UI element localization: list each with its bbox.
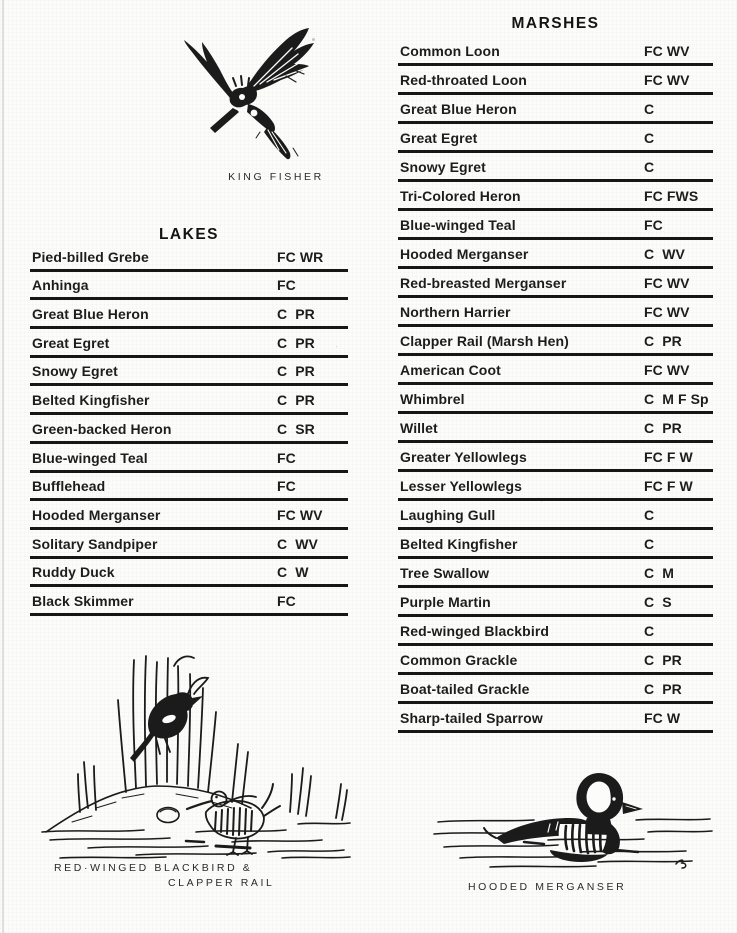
species-row bbox=[398, 269, 713, 298]
species-row bbox=[398, 66, 713, 95]
species-code: FC WV bbox=[644, 43, 690, 59]
species-row bbox=[30, 559, 348, 588]
blackbird-rail-illustration bbox=[36, 636, 352, 889]
species-code: FC WV bbox=[644, 304, 690, 320]
species-row bbox=[398, 472, 713, 501]
merganser-caption: HOODED MERGANSER bbox=[468, 881, 627, 893]
species-name: Hooded Merganser bbox=[32, 506, 161, 523]
species-name: Willet bbox=[400, 420, 438, 436]
species-code: C WV bbox=[644, 246, 685, 262]
species-code: C PR bbox=[277, 392, 315, 409]
species-code: FC bbox=[644, 217, 663, 233]
species-name: Green-backed Heron bbox=[32, 420, 172, 437]
species-row bbox=[398, 675, 713, 704]
species-code: C bbox=[644, 101, 655, 117]
species-code: FC F W bbox=[644, 478, 693, 494]
species-code: C bbox=[644, 130, 655, 146]
species-code: FC WV bbox=[644, 72, 690, 88]
marshes-title: MARSHES bbox=[511, 15, 600, 32]
species-code: C M F Sp bbox=[644, 391, 709, 407]
species-name: Great Blue Heron bbox=[400, 101, 517, 117]
species-name: Whimbrel bbox=[400, 391, 465, 407]
species-row bbox=[398, 385, 713, 414]
kingfisher-drawing-icon bbox=[146, 20, 358, 165]
species-code: FC F W bbox=[644, 449, 693, 465]
lakes-title: LAKES bbox=[158, 226, 220, 243]
species-name: Belted Kingfisher bbox=[400, 536, 518, 552]
species-code: FC WV bbox=[644, 275, 690, 291]
species-row bbox=[30, 329, 348, 358]
species-row bbox=[398, 240, 713, 269]
species-row bbox=[30, 530, 348, 559]
species-code: C PR bbox=[644, 681, 682, 697]
species-code: C PR bbox=[644, 652, 682, 668]
species-row bbox=[398, 530, 713, 559]
species-code: C WV bbox=[277, 535, 318, 552]
species-row bbox=[398, 298, 713, 327]
species-code: C M bbox=[644, 565, 674, 581]
species-row bbox=[30, 587, 348, 616]
species-code: FC bbox=[277, 592, 296, 609]
kingfisher-caption: KING FISHER bbox=[228, 171, 324, 183]
species-name: Great Blue Heron bbox=[32, 306, 149, 323]
marshes-section bbox=[398, 16, 713, 733]
species-row bbox=[398, 559, 713, 588]
species-code: C PR bbox=[277, 306, 315, 323]
blackbird-rail-drawing-icon bbox=[36, 636, 352, 860]
species-code: C bbox=[644, 159, 655, 175]
species-name: Sharp-tailed Sparrow bbox=[400, 710, 543, 726]
species-name: Anhinga bbox=[32, 277, 89, 294]
merganser-illustration bbox=[430, 752, 718, 893]
species-name: Great Egret bbox=[400, 130, 478, 146]
species-name: Common Grackle bbox=[400, 652, 518, 668]
species-code: FC bbox=[277, 478, 296, 495]
species-code: C PR bbox=[644, 420, 682, 436]
species-row bbox=[398, 501, 713, 530]
species-name: Red-winged Blackbird bbox=[400, 623, 550, 639]
species-name: Snowy Egret bbox=[400, 159, 486, 175]
species-code: FC W bbox=[644, 710, 681, 726]
species-code: C PR bbox=[277, 363, 315, 380]
species-name: Hooded Merganser bbox=[400, 246, 529, 262]
species-name: Belted Kingfisher bbox=[32, 392, 150, 409]
species-code: C S bbox=[644, 594, 672, 610]
species-code: FC WV bbox=[644, 362, 690, 378]
species-name: Solitary Sandpiper bbox=[32, 535, 158, 552]
species-row bbox=[398, 153, 713, 182]
species-name: Blue-winged Teal bbox=[400, 217, 516, 233]
species-row bbox=[398, 617, 713, 646]
species-name: Boat-tailed Grackle bbox=[400, 681, 530, 697]
species-name: Bufflehead bbox=[32, 478, 106, 495]
species-code: FC WR bbox=[277, 248, 324, 265]
species-row bbox=[398, 704, 713, 733]
species-name: Red-throated Loon bbox=[400, 72, 527, 88]
species-name: American Coot bbox=[400, 362, 501, 378]
blackbird-rail-caption-line2: CLAPPER RAIL bbox=[168, 877, 275, 889]
kingfisher-illustration bbox=[146, 20, 358, 183]
species-row bbox=[30, 501, 348, 530]
species-code: C SR bbox=[277, 420, 315, 437]
species-row bbox=[398, 443, 713, 472]
species-name: Greater Yellowlegs bbox=[400, 449, 527, 465]
species-code: FC FWS bbox=[644, 188, 699, 204]
species-row bbox=[30, 473, 348, 502]
marshes-rows bbox=[398, 37, 713, 733]
species-name: Black Skimmer bbox=[32, 592, 134, 609]
species-name: Blue-winged Teal bbox=[32, 449, 148, 466]
species-name: Pied-billed Grebe bbox=[32, 248, 149, 265]
species-row bbox=[30, 243, 348, 272]
merganser-drawing-icon bbox=[430, 752, 718, 874]
species-name: Great Egret bbox=[32, 334, 110, 351]
species-code: C bbox=[644, 536, 655, 552]
species-row bbox=[398, 95, 713, 124]
species-code: FC bbox=[277, 449, 296, 466]
species-row bbox=[398, 124, 713, 153]
species-code: C W bbox=[277, 564, 309, 581]
species-row bbox=[30, 386, 348, 415]
species-row bbox=[30, 444, 348, 473]
species-row bbox=[398, 646, 713, 675]
species-name: Laughing Gull bbox=[400, 507, 496, 523]
species-row bbox=[398, 588, 713, 617]
species-name: Common Loon bbox=[400, 43, 500, 59]
species-code: C bbox=[644, 507, 655, 523]
species-name: Purple Martin bbox=[400, 594, 491, 610]
species-name: Snowy Egret bbox=[32, 363, 118, 380]
species-name: Clapper Rail (Marsh Hen) bbox=[400, 333, 569, 349]
species-row bbox=[398, 327, 713, 356]
species-code: C PR bbox=[644, 333, 682, 349]
species-row bbox=[398, 414, 713, 443]
blackbird-rail-caption-line1: RED·WINGED BLACKBIRD & bbox=[54, 862, 253, 874]
species-row bbox=[30, 272, 348, 301]
species-code: C PR bbox=[277, 334, 315, 351]
species-code: C bbox=[644, 623, 655, 639]
species-row bbox=[398, 37, 713, 66]
species-row bbox=[398, 211, 713, 240]
species-name: Lesser Yellowlegs bbox=[400, 478, 523, 494]
species-name: Tree Swallow bbox=[400, 565, 490, 581]
species-row bbox=[398, 182, 713, 211]
species-name: Red-breasted Merganser bbox=[400, 275, 567, 291]
species-row bbox=[398, 356, 713, 385]
species-code: FC bbox=[277, 277, 296, 294]
species-row bbox=[30, 300, 348, 329]
species-row bbox=[30, 358, 348, 387]
species-name: Tri-Colored Heron bbox=[400, 188, 521, 204]
species-name: Northern Harrier bbox=[400, 304, 511, 320]
species-row bbox=[30, 415, 348, 444]
lakes-rows bbox=[30, 243, 348, 616]
lakes-section bbox=[30, 227, 348, 616]
species-code: FC WV bbox=[277, 506, 323, 523]
species-name: Ruddy Duck bbox=[32, 564, 115, 581]
